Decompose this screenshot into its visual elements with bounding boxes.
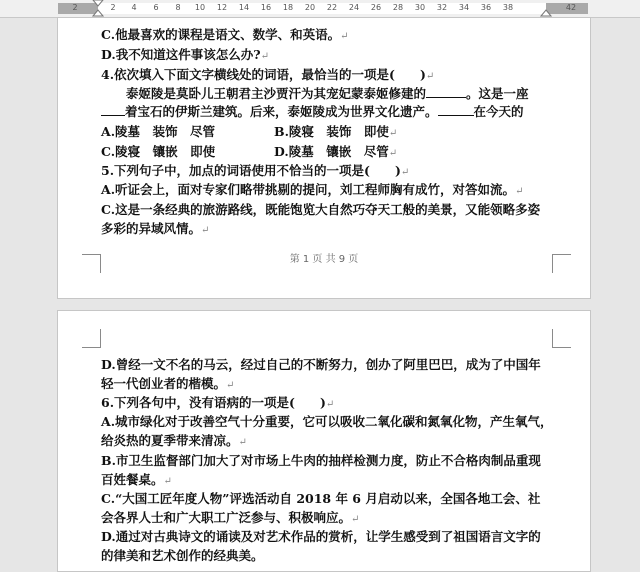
option-c: C.这是一条经典的旅游路线，既能饱览大自然巧夺天工般的美景，又能领略多姿 [101, 202, 541, 217]
ruler-tick: 2 [110, 3, 116, 12]
page-footer: 第 1 页 共 9 页 [289, 254, 359, 265]
ruler-tick: 38 [502, 3, 514, 12]
option-b: B.陵寝 装饰 即使↵ [274, 124, 398, 139]
ruler-tick: 2 [72, 3, 78, 12]
fill-blank [438, 103, 474, 116]
option-a: A.听证会上，面对专家们略带挑剔的提问，刘工程师胸有成竹，对答如流。↵ [101, 182, 524, 197]
crop-mark [552, 254, 571, 273]
ruler-tick: 8 [175, 3, 181, 12]
text-line: 给炎热的夏季带来清凉。↵ [101, 433, 247, 448]
ruler-tick: 32 [436, 3, 448, 12]
option-c: C.陵寝 镶嵌 即使 [101, 144, 216, 159]
option-c: C.“大国工匠年度人物”评选活动自 2018 年 6 月启动以来，全国各地工会、社 [101, 491, 541, 506]
ruler-tick: 10 [194, 3, 206, 12]
question-4-heading: 4.依次填入下面文字横线处的词语，最恰当的一项是( )↵ [101, 67, 435, 82]
text-line: 着宝石的伊斯兰建筑。后来，泰姬陵成为世界文化遗产。 在今天的 [101, 103, 524, 121]
option-a: A.城市绿化对于改善空气十分重要，它可以吸收二氧化碳和氮氧化物，产生氧气， [101, 414, 553, 429]
ruler-tick: 30 [414, 3, 426, 12]
crop-mark [552, 329, 571, 348]
ruler-tick: 16 [260, 3, 272, 12]
option-d: D.通过对古典诗文的诵读及对艺术作品的赏析，让学生感受到了祖国语言文字的 [101, 529, 541, 544]
ruler-tick: 12 [216, 3, 228, 12]
ruler-tick: 24 [348, 3, 360, 12]
text-line: D.我不知道这件事该怎么办?↵ [101, 47, 269, 62]
text-line: 多彩的异域风情。↵ [101, 221, 210, 236]
ruler-tick: 42 [565, 3, 577, 12]
question-6-heading: 6.下列各句中，没有语病的一项是( )↵ [101, 395, 335, 410]
ruler-tick: 20 [304, 3, 316, 12]
text-line: 轻一代创业者的楷模。↵ [101, 376, 235, 391]
question-5-heading: 5.下列句子中，加点的词语使用不恰当的一项是( )↵ [101, 163, 410, 178]
fill-blank [426, 85, 466, 98]
ruler-tick: 22 [326, 3, 338, 12]
ruler-tick: 14 [238, 3, 250, 12]
text-line: 泰姬陵是莫卧儿王朝君主沙贾汗为其宠妃蒙泰姬修建的 。这是一座 [101, 86, 529, 101]
text-line: 的律美和艺术创作的经典美。 [101, 548, 264, 563]
text-line: 百姓餐桌。↵ [101, 472, 172, 487]
right-indent-marker[interactable] [540, 5, 552, 17]
option-d: D.曾经一文不名的马云，经过自己的不断努力，创办了阿里巴巴，成为了中国年 [101, 357, 541, 372]
fill-blank [101, 103, 125, 116]
text-line: C.他最喜欢的课程是语文、数学、和英语。↵ [101, 27, 349, 42]
ruler-tick: 28 [392, 3, 404, 12]
ruler-tick: 36 [480, 3, 492, 12]
ruler-tick: 26 [370, 3, 382, 12]
crop-mark [82, 329, 101, 348]
option-a: A.陵墓 装饰 尽管 [101, 124, 216, 139]
ruler-tick: 4 [131, 3, 137, 12]
option-b: B.市卫生监督部门加大了对市场上牛肉的抽样检测力度，防止不合格肉制品重现 [101, 453, 541, 468]
document-page-2[interactable] [57, 310, 591, 572]
text-line: 会各界人士和广大职工广泛参与、积极响应。↵ [101, 510, 360, 525]
option-d: D.陵墓 镶嵌 尽管↵ [274, 144, 398, 159]
crop-mark [82, 254, 101, 273]
ruler-tick: 6 [153, 3, 159, 12]
first-line-indent-marker[interactable] [92, 0, 104, 17]
ruler-tick: 34 [458, 3, 470, 12]
ruler-tick: 18 [282, 3, 294, 12]
document-page-1[interactable] [57, 17, 591, 299]
horizontal-ruler[interactable] [0, 0, 640, 18]
